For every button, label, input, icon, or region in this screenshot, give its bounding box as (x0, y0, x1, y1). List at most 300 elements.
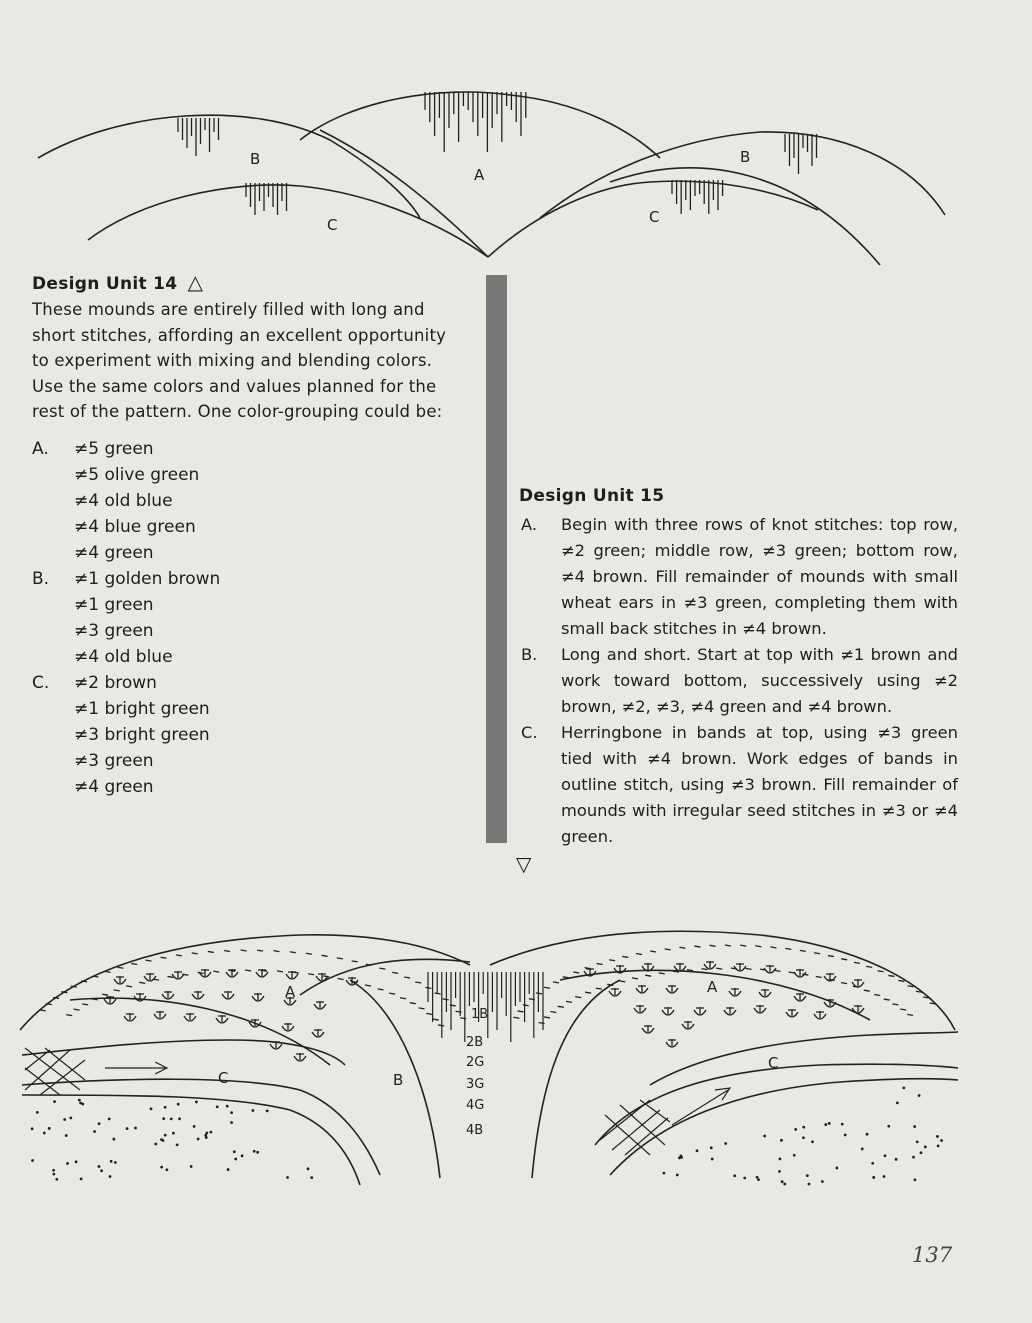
knot-stitch-dash (241, 950, 247, 951)
knot-stitch-dash (702, 969, 708, 970)
bottom-label-a-right: A (707, 978, 718, 996)
knot-stitch-dash (114, 990, 120, 991)
wheat-ear-stitch (636, 985, 648, 993)
knot-stitch-dash (352, 961, 358, 962)
knot-stitch-dash (139, 982, 145, 983)
seed-stitch-dot (724, 1142, 727, 1145)
arrow-right-icon (672, 1088, 730, 1125)
knot-stitch-dash (710, 945, 716, 946)
wheat-ear-stitch (764, 965, 776, 973)
color-value: ≠2 brown (74, 673, 157, 693)
top-label-b-right: B (740, 148, 751, 166)
crosshatch-left (25, 1048, 85, 1095)
knot-stitch-dash (415, 982, 421, 983)
knot-stitch-dash (513, 1017, 519, 1018)
seed-stitch-dot (861, 1148, 864, 1151)
knot-stitch-dash (558, 1006, 564, 1007)
knot-stitch-dash (518, 1011, 524, 1012)
instruction-step (519, 720, 958, 850)
wheat-ear-stitch (759, 989, 771, 997)
seed-stitch-dot (98, 1122, 101, 1125)
step-letter: A. (521, 515, 538, 534)
color-value: ≠3 green (74, 751, 154, 771)
knot-stitch-dash (740, 945, 746, 946)
knot-stitch-dash (337, 958, 343, 959)
wheat-ear-stitch (222, 991, 234, 999)
wheat-ear-stitch (124, 1013, 136, 1021)
wheat-ear-stitch (786, 1009, 798, 1017)
knot-stitch-dash (322, 955, 328, 956)
knot-stitch-dash (306, 953, 312, 954)
seed-stitch-dot (160, 1138, 163, 1141)
wheat-ear-stitch (794, 993, 806, 1001)
seed-stitch-dot (241, 1154, 244, 1157)
seed-stitch-dot (164, 1106, 167, 1109)
seed-stitch-dot (793, 1154, 796, 1157)
wheat-ear-stitch (662, 1007, 674, 1015)
knot-stitch-dash (208, 951, 214, 952)
unit15-steps (519, 512, 958, 850)
knot-stitch-dash (224, 950, 230, 951)
knot-stitch-dash (160, 957, 166, 958)
wheat-ear-stitch (674, 963, 686, 971)
arrow-left-icon (105, 1062, 167, 1074)
seed-stitch-dot (778, 1170, 781, 1173)
seed-stitch-dot (286, 1176, 289, 1179)
seed-stitch-dot (75, 1160, 78, 1163)
seed-stitch-dot (806, 1174, 809, 1177)
seed-stitch-dot (895, 1158, 898, 1161)
knot-stitch-dash (443, 999, 449, 1000)
wheat-ear-stitch (256, 969, 268, 977)
step-text: Herringbone in bands at top, using ≠3 green tied with ≠4 brown. Work edges of bands in outline stitch, using ≠3 brown. Fill remainder of mounds with irregular seed stitches in ≠3 or ≠4 green. (561, 723, 958, 846)
seed-stitch-dot (779, 1157, 782, 1160)
knot-stitch-dash (102, 994, 108, 995)
wheat-ear-stitch (642, 1025, 654, 1033)
seed-stitch-dot (824, 1123, 827, 1126)
mound-c-left-outline (88, 185, 488, 257)
seed-stitch-dot (114, 1161, 117, 1164)
seed-stitch-dot (913, 1125, 916, 1128)
seed-stitch-dot (100, 1169, 103, 1172)
knot-stitch-dash (573, 972, 579, 973)
seed-stitch-dot (36, 1111, 39, 1114)
color-value: ≠1 bright green (74, 699, 210, 719)
knot-stitch-dash (785, 948, 791, 949)
wheat-ear-stitch (294, 1053, 306, 1061)
knot-stitch-dash (379, 968, 385, 969)
knot-stitch-dash (907, 1014, 913, 1015)
bottom-left-mound-outline (20, 935, 470, 1030)
seed-stitch-dot (134, 1127, 137, 1130)
seed-stitch-dot (197, 1138, 200, 1141)
seed-stitch-dot (178, 1117, 181, 1120)
seed-stitch-dot (52, 1169, 55, 1172)
bottom-label-c-left: C (218, 1069, 229, 1087)
seed-stitch-dot (193, 1125, 196, 1128)
wheat-ear-stitch (634, 1005, 646, 1013)
knot-stitch-dash (257, 950, 263, 951)
color-list-item (32, 670, 332, 696)
color-code: 2G (466, 1055, 485, 1070)
wheat-ear-stitch (729, 988, 741, 996)
knot-stitch-dash (716, 968, 722, 969)
seed-stitch-dot (763, 1135, 766, 1138)
knot-stitch-dash (645, 975, 651, 976)
color-list-item (32, 748, 332, 774)
knot-stitch-dash (679, 947, 685, 948)
wheat-ear-stitch (734, 963, 746, 971)
knot-stitch-dash (536, 993, 542, 994)
knot-stitch-dash (433, 1019, 439, 1020)
wheat-ear-stitch (314, 1001, 326, 1009)
seed-stitch-dot (781, 1180, 784, 1183)
knot-stitch-dash (245, 970, 251, 971)
seed-stitch-dot (160, 1166, 163, 1169)
color-value: ≠4 old blue (74, 491, 173, 511)
knot-stitch-dash (597, 964, 603, 965)
knot-stitch-dash (755, 946, 761, 947)
knot-stitch-dash (800, 950, 806, 951)
wheat-ear-stitch (814, 1011, 826, 1019)
seed-stitch-dot (170, 1117, 173, 1120)
seed-stitch-dot (172, 1132, 175, 1135)
color-list-item (32, 488, 332, 514)
knot-stitch-dash (566, 1001, 572, 1002)
seed-stitch-dot (780, 1139, 783, 1142)
knot-stitch-dash (694, 946, 700, 947)
knot-stitch-dash (632, 978, 638, 979)
knot-stitch-dash (866, 966, 872, 967)
knot-stitch-dash (774, 970, 780, 971)
seed-stitch-dot (307, 1167, 310, 1170)
down-triangle-icon: ▽ (516, 852, 532, 876)
wheat-ear-stitch (682, 1021, 694, 1029)
seed-stitch-dot (110, 1160, 113, 1163)
knot-stitch-dash (550, 1012, 556, 1013)
knot-stitch-dash (404, 977, 410, 978)
color-value: ≠5 green (74, 439, 154, 459)
seed-stitch-dot (230, 1121, 233, 1124)
page-number: 137 (912, 1243, 953, 1267)
seed-stitch-dot (937, 1145, 940, 1148)
knot-stitch-dash (898, 980, 904, 981)
knot-stitch-dash (74, 1009, 80, 1010)
step-letter: C. (521, 723, 538, 742)
seed-stitch-dot (234, 1158, 237, 1161)
knot-stitch-dash (854, 962, 860, 963)
seed-stitch-dot (80, 1177, 83, 1180)
seed-stitch-dot (757, 1178, 760, 1181)
seed-stitch-dot (150, 1107, 153, 1110)
seed-stitch-dot (918, 1094, 921, 1097)
knot-stitch-dash (290, 952, 296, 953)
seed-stitch-dot (920, 1151, 923, 1154)
knot-stitch-dash (176, 955, 182, 956)
seed-stitch-dot (883, 1175, 886, 1178)
color-code: 1B (471, 1007, 489, 1022)
seed-stitch-dot (679, 1154, 682, 1157)
seed-stitch-dot (310, 1176, 313, 1179)
wheat-ear-stitch (226, 969, 238, 977)
seed-stitch-dot (78, 1099, 81, 1102)
color-code: 2B (466, 1035, 484, 1050)
bottom-center-left-arc (300, 959, 470, 995)
top-label-c-right: C (649, 208, 660, 226)
knot-stitch-dash (425, 987, 431, 988)
knot-stitch-dash (636, 954, 642, 955)
seed-stitch-dot (98, 1165, 101, 1168)
knot-stitch-dash (841, 959, 847, 960)
seed-stitch-dot (216, 1106, 219, 1109)
unit14-line: Use the same colors and values planned for the (32, 376, 437, 396)
seed-stitch-dot (743, 1177, 746, 1180)
knot-stitch-dash (410, 1003, 416, 1004)
seed-stitch-dot (205, 1131, 208, 1134)
instruction-step (519, 512, 958, 642)
knot-stitch-dash (435, 993, 441, 994)
seed-stitch-dot (233, 1150, 236, 1153)
seed-stitch-dot (912, 1156, 915, 1159)
wheat-ear-stitch (114, 976, 126, 984)
color-code: 3G (466, 1077, 485, 1092)
knot-stitch-dash (167, 976, 173, 977)
unit14-line: These mounds are entirely filled with long and (32, 300, 425, 319)
knot-stitch-dash (66, 1015, 72, 1016)
mound-b-left-outline (38, 115, 420, 218)
step-text: Begin with three rows of knot stitches: top row, ≠2 green; middle row, ≠3 green; bottom row, ≠4 brown. Fill remainder of mounds with small wheat ears in ≠3 green, completing them with small back stitches in ≠4 brown. (561, 515, 958, 638)
seed-stitch-dot (177, 1103, 180, 1106)
color-list-item (32, 696, 332, 722)
knot-stitch-dash (900, 1009, 906, 1010)
unit15-title: Design Unit 15 (519, 486, 665, 506)
seed-stitch-dot (936, 1135, 939, 1138)
wheat-ear-stitch (754, 1005, 766, 1013)
wheat-ear-stitch (666, 1039, 678, 1047)
knot-stitch-dash (878, 971, 884, 972)
seed-stitch-dot (266, 1110, 269, 1113)
bottom-left-a-inner (70, 998, 330, 1065)
knot-stitch-dash (828, 956, 834, 957)
seed-stitch-dot (711, 1158, 714, 1161)
seed-stitch-dot (835, 1167, 838, 1170)
knot-stitch-dash (438, 1025, 444, 1026)
seed-stitch-dot (916, 1140, 919, 1143)
wheat-ear-stitch (666, 985, 678, 993)
wheat-ear-stitch (312, 1029, 324, 1037)
seed-stitch-dot (63, 1118, 66, 1121)
seed-stitch-dot (176, 1143, 179, 1146)
knot-stitch-dash (609, 960, 615, 961)
color-group-letter: C. (32, 673, 50, 693)
seed-stitch-dot (226, 1105, 229, 1108)
bottom-center-b-right (532, 980, 620, 1178)
seed-stitch-dot (190, 1165, 193, 1168)
seed-stitch-dot (902, 1086, 905, 1089)
seed-stitch-dot (802, 1136, 805, 1139)
seed-stitch-dot (79, 1102, 82, 1105)
color-list-item (32, 566, 332, 592)
seed-stitch-dot (253, 1150, 256, 1153)
color-list-item (32, 462, 332, 488)
seed-stitch-dot (884, 1154, 887, 1157)
seed-stitch-dot (794, 1128, 797, 1131)
knot-stitch-dash (419, 1008, 425, 1009)
unit14-line: rest of the pattern. One color-grouping could be: (32, 402, 443, 421)
seed-stitch-dot (866, 1133, 869, 1136)
knot-stitch-dash (650, 951, 656, 952)
seed-stitch-dot (756, 1176, 759, 1179)
seed-stitch-dot (887, 1125, 890, 1128)
wheat-ear-stitch (704, 961, 716, 969)
seed-stitch-dot (896, 1101, 899, 1104)
color-group-letter: A. (32, 439, 49, 459)
seed-stitch-dot (230, 1111, 233, 1114)
seed-stitch-dot (108, 1118, 111, 1121)
knot-stitch-dash (665, 949, 671, 950)
wheat-ear-stitch (794, 969, 806, 977)
seed-stitch-dot (828, 1122, 831, 1125)
knot-stitch-dash (888, 975, 894, 976)
bottom-right-c-inner (610, 1079, 958, 1175)
top-label-b-left: B (250, 150, 261, 168)
knot-stitch-dash (585, 992, 591, 993)
seed-stitch-dot (871, 1162, 874, 1165)
knot-stitch-dash (687, 970, 693, 971)
wheat-ear-stitch (162, 991, 174, 999)
seed-stitch-dot (93, 1130, 96, 1133)
seed-stitch-dot (31, 1127, 34, 1130)
color-value: ≠1 green (74, 595, 154, 615)
seed-stitch-dot (676, 1173, 679, 1176)
unit14-title: Design Unit 14 (32, 274, 178, 294)
knot-stitch-dash (105, 971, 111, 972)
seed-stitch-dot (53, 1100, 56, 1103)
seed-stitch-dot (227, 1168, 230, 1171)
knot-stitch-dash (274, 951, 280, 952)
knot-stitch-dash (389, 993, 395, 994)
knot-stitch-dash (659, 973, 665, 974)
seed-stitch-dot (52, 1173, 55, 1176)
seed-stitch-dot (256, 1151, 259, 1154)
knot-stitch-dash (539, 1023, 545, 1024)
color-code: 4G (466, 1098, 485, 1113)
knot-stitch-dash (544, 987, 550, 988)
knot-stitch-dash (118, 967, 124, 968)
knot-stitch-dash (622, 956, 628, 957)
bottom-right-c-outer (595, 1064, 958, 1145)
bottom-left-band-outline (22, 1040, 345, 1065)
seed-stitch-dot (164, 1134, 167, 1137)
seed-stitch-dot (109, 1175, 112, 1178)
wheat-ear-stitch (172, 971, 184, 979)
seed-stitch-dot (126, 1127, 129, 1130)
seed-stitch-dot (924, 1146, 927, 1149)
seed-stitch-dot (69, 1117, 72, 1120)
seed-stitch-dot (663, 1172, 666, 1175)
knot-stitch-dash (816, 977, 822, 978)
seed-stitch-dot (31, 1159, 34, 1162)
knot-stitch-dash (596, 988, 602, 989)
seed-stitch-dot (808, 1183, 811, 1186)
seed-stitch-dot (209, 1131, 212, 1134)
color-value: ≠4 green (74, 543, 154, 563)
color-list-item (32, 722, 332, 748)
knot-stitch-dash (619, 981, 625, 982)
unit14-heading (32, 270, 203, 294)
color-value: ≠4 green (74, 777, 154, 797)
wheat-ear-stitch (609, 988, 621, 996)
knot-stitch-dash (198, 972, 204, 973)
color-list-item (32, 514, 332, 540)
color-list-item (32, 618, 332, 644)
bottom-right-mound-outline (490, 931, 955, 1030)
instruction-step (519, 642, 958, 720)
color-value: ≠3 green (74, 621, 154, 641)
knot-stitch-dash (192, 953, 198, 954)
top-mounds-diagram (0, 0, 1032, 275)
wheat-ear-stitch (154, 1011, 166, 1019)
color-list-item (32, 540, 332, 566)
knot-stitch-dash (131, 963, 137, 964)
knot-stitch-dash (553, 982, 559, 983)
seed-stitch-dot (733, 1174, 736, 1177)
wheat-ear-stitch (694, 1007, 706, 1015)
knot-stitch-dash (563, 977, 569, 978)
seed-stitch-dot (821, 1180, 824, 1183)
wheat-ear-stitch (724, 1007, 736, 1015)
color-value: ≠1 golden brown (74, 569, 221, 589)
top-label-c-left: C (327, 216, 338, 234)
color-value: ≠4 blue green (74, 517, 196, 537)
knot-stitch-dash (213, 971, 219, 972)
unit14-line: short stitches, affording an excellent opportunity (32, 325, 447, 345)
seed-stitch-dot (802, 1126, 805, 1129)
top-label-a: A (474, 166, 485, 184)
bottom-right-band-outline (650, 1032, 958, 1085)
wheat-ear-stitch (104, 996, 116, 1004)
step-letter: B. (521, 645, 538, 664)
knot-stitch-dash (277, 971, 283, 972)
knot-stitch-dash (426, 1013, 432, 1014)
wheat-ear-stitch (216, 1015, 228, 1023)
color-code: 4B (466, 1123, 484, 1138)
bottom-label-c-right: C (768, 1054, 779, 1072)
seed-stitch-dot (65, 1134, 68, 1137)
knot-stitch-dash (908, 986, 914, 987)
knot-stitch-dash (544, 1017, 550, 1018)
crosshatch-right (600, 1100, 670, 1155)
knot-stitch-dash (874, 994, 880, 995)
up-triangle-icon: △ (187, 270, 204, 294)
knot-stitch-dash (126, 986, 132, 987)
knot-stitch-dash (884, 999, 890, 1000)
seed-stitch-dot (205, 1136, 208, 1139)
color-list-item (32, 592, 332, 618)
seed-stitch-dot (914, 1178, 917, 1181)
knot-stitch-dash (841, 983, 847, 984)
bottom-label-a-left: A (285, 983, 296, 1001)
seed-stitch-dot (48, 1127, 51, 1130)
seed-stitch-dot (872, 1176, 875, 1179)
knot-stitch-dash (377, 989, 383, 990)
wheat-ear-stitch (249, 1019, 261, 1027)
color-value: ≠4 old blue (74, 647, 173, 667)
seed-stitch-dot (112, 1138, 115, 1141)
wheat-ear-stitch (282, 1023, 294, 1031)
knot-stitch-dash (308, 974, 314, 975)
unit14-line: to experiment with mixing and blending colors. (32, 351, 433, 370)
